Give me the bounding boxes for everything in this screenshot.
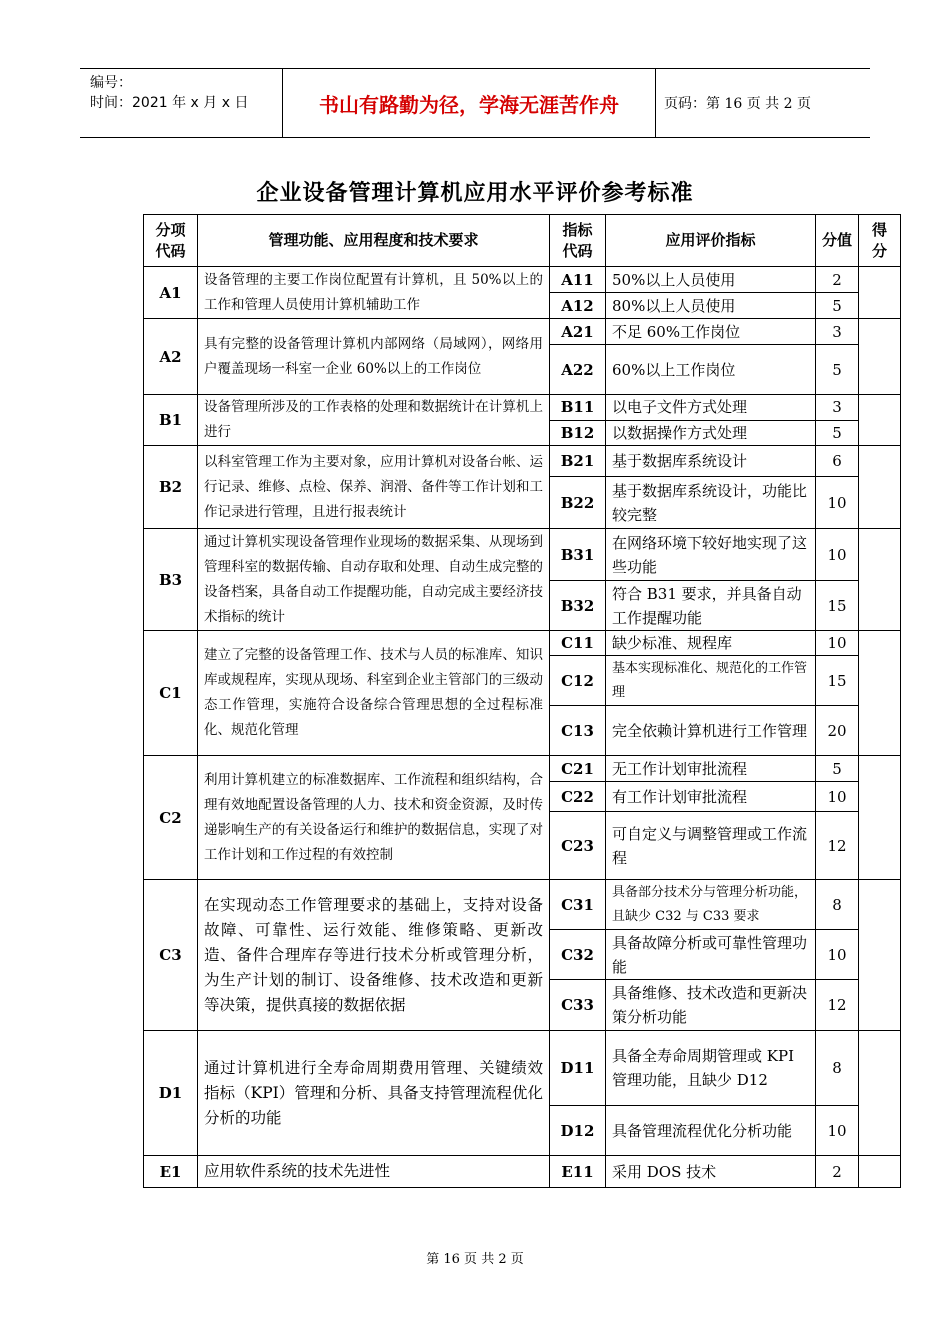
indicator-value: 5 [816,420,859,446]
indicator-code: A12 [550,293,606,319]
indicator-code: C23 [550,812,606,880]
indicator-value: 15 [816,581,859,631]
indicator-value: 10 [816,930,859,980]
indicator-text: 在网络环境下较好地实现了这些功能 [606,529,816,581]
header-indicator: 应用评价指标 [606,215,816,267]
indicator-code: C33 [550,980,606,1031]
indicator-text: 60%以上工作岗位 [606,345,816,395]
indicator-code: C11 [550,631,606,656]
group-code: C3 [144,880,198,1031]
indicator-value: 8 [816,1031,859,1106]
score-cell[interactable] [859,267,901,319]
document-title: 企业设备管理计算机应用水平评价参考标准 [256,180,694,206]
group-requirement: 利用计算机建立的标准数据库、工作流程和组织结构，合理有效地配置设备管理的人力、技术和资金资源，及时传递影响生产的有关设备运行和维护的数据信息，实现了对工作计划和工作过程的有效控制 [198,756,550,880]
indicator-code: C12 [550,656,606,706]
indicator-text: 基于数据库系统设计 [606,446,816,477]
header-requirement: 管理功能、应用程度和技术要求 [198,215,550,267]
indicator-value: 6 [816,446,859,477]
number-label: 编号： [90,75,132,91]
indicator-code: A21 [550,319,606,345]
indicator-code: A22 [550,345,606,395]
indicator-text: 基本实现标准化、规范化的工作管理 [606,656,816,706]
indicator-value: 10 [816,782,859,812]
table-row [144,395,901,421]
indicator-value: 20 [816,706,859,756]
indicator-text: 无工作计划审批流程 [606,756,816,782]
indicator-text: 80%以上人员使用 [606,293,816,319]
indicator-text: 缺少标准、规程库 [606,631,816,656]
table-row [144,756,901,782]
group-code: D1 [144,1031,198,1156]
group-code: A1 [144,267,198,319]
score-cell[interactable] [859,756,901,880]
indicator-text: 基于数据库系统设计，功能比较完整 [606,477,816,529]
group-requirement: 具有完整的设备管理计算机内部网络（局域网），网络用户覆盖现场一科室一企业 60%以上的工作岗位 [198,319,550,395]
group-code: E1 [144,1156,198,1188]
group-code: B1 [144,395,198,446]
indicator-value: 12 [816,980,859,1031]
table-row [144,631,901,656]
page-header [80,68,870,138]
evaluation-table [143,214,901,1188]
score-cell[interactable] [859,880,901,1031]
indicator-text: 具备维修、技术改造和更新决策分析功能 [606,980,816,1031]
indicator-value: 10 [816,477,859,529]
indicator-code: E11 [550,1156,606,1188]
score-cell[interactable] [859,529,901,631]
indicator-text: 有工作计划审批流程 [606,782,816,812]
table-row [144,319,901,345]
indicator-value: 10 [816,631,859,656]
indicator-value: 8 [816,880,859,930]
score-cell[interactable] [859,1156,901,1188]
group-requirement: 设备管理的主要工作岗位配置有计算机，且 50%以上的工作和管理人员使用计算机辅助工作 [198,267,550,319]
group-requirement: 通过计算机进行全寿命周期费用管理、关键绩效指标（KPI）管理和分析、具备支持管理流程优化分析的功能 [198,1031,550,1156]
header-value: 分值 [816,215,859,267]
indicator-text: 符合 B31 要求，并具备自动工作提醒功能 [606,581,816,631]
group-code: A2 [144,319,198,395]
indicator-text: 具备管理流程优化分析功能 [606,1106,816,1156]
indicator-text: 以数据操作方式处理 [606,420,816,446]
time-label: 时间：2021 年 x 月 x 日 [90,95,249,111]
score-cell[interactable] [859,319,901,395]
indicator-code: B31 [550,529,606,581]
header-code: 分项代码 [144,215,198,267]
indicator-value: 3 [816,319,859,345]
indicator-code: D11 [550,1031,606,1106]
score-cell[interactable] [859,395,901,446]
group-requirement: 设备管理所涉及的工作表格的处理和数据统计在计算机上进行 [198,395,550,446]
indicator-text: 具备全寿命周期管理或 KPI 管理功能，且缺少 D12 [606,1031,816,1106]
indicator-code: C21 [550,756,606,782]
indicator-code: B22 [550,477,606,529]
indicator-text: 采用 DOS 技术 [606,1156,816,1188]
indicator-value: 5 [816,756,859,782]
indicator-value: 3 [816,395,859,421]
indicator-text: 具备故障分析或可靠性管理功能 [606,930,816,980]
indicator-text: 具备部分技术分与管理分析功能，且缺少 C32 与 C33 要求 [606,880,816,930]
indicator-code: A11 [550,267,606,293]
indicator-code: C32 [550,930,606,980]
indicator-code: C31 [550,880,606,930]
table-row [144,1031,901,1106]
page-footer: 第 16 页 共 2 页 [426,1252,524,1267]
header-score: 得分 [859,215,901,267]
table-header-row [144,215,901,267]
table-row [144,1156,901,1188]
table-row [144,267,901,293]
indicator-text: 完全依赖计算机进行工作管理 [606,706,816,756]
group-requirement: 应用软件系统的技术先进性 [198,1156,550,1188]
group-requirement: 在实现动态工作管理要求的基础上，支持对设备故障、可靠性、运行效能、维修策略、更新改造、备件合理库存等进行技术分析或管理分析，为生产计划的制订、设备维修、技术改造和更新等决策，提供真接的数据依据 [198,880,550,1031]
score-cell[interactable] [859,1031,901,1156]
indicator-code: C13 [550,706,606,756]
score-cell[interactable] [859,631,901,756]
table-row [144,529,901,581]
group-code: B3 [144,529,198,631]
indicator-code: B32 [550,581,606,631]
indicator-value: 12 [816,812,859,880]
indicator-code: C22 [550,782,606,812]
group-requirement: 通过计算机实现设备管理作业现场的数据采集、从现场到管理科室的数据传输、自动存取和处理、自动生成完整的设备档案，具备自动工作提醒功能，自动完成主要经济技术指标的统计 [198,529,550,631]
table-row [144,880,901,930]
indicator-text: 50%以上人员使用 [606,267,816,293]
score-cell[interactable] [859,446,901,529]
group-code: C2 [144,756,198,880]
group-requirement: 以科室管理工作为主要对象，应用计算机对设备台帐、运行记录、维修、点检、保养、润滑、备件等工作计划和工作记录进行管理，且进行报表统计 [198,446,550,529]
header-motto: 书山有路勤为径，学海无涯苦作舟 [282,69,656,137]
indicator-text: 可自定义与调整管理或工作流程 [606,812,816,880]
table-row [144,446,901,477]
indicator-value: 15 [816,656,859,706]
indicator-value: 10 [816,529,859,581]
header-meta [80,69,282,137]
indicator-text: 不足 60%工作岗位 [606,319,816,345]
indicator-value: 5 [816,293,859,319]
indicator-value: 10 [816,1106,859,1156]
indicator-code: B12 [550,420,606,446]
indicator-code: B11 [550,395,606,421]
indicator-code: B21 [550,446,606,477]
group-requirement: 建立了完整的设备管理工作、技术与人员的标准库、知识库或规程库，实现从现场、科室到企业主管部门的三级动态工作管理，实施符合设备综合管理思想的全过程标准化、规范化管理 [198,631,550,756]
header-indicator-code: 指标代码 [550,215,606,267]
header-page-info: 页码：第 16 页 共 2 页 [664,96,811,112]
indicator-value: 2 [816,267,859,293]
indicator-value: 2 [816,1156,859,1188]
indicator-value: 5 [816,345,859,395]
group-code: B2 [144,446,198,529]
group-code: C1 [144,631,198,756]
indicator-code: D12 [550,1106,606,1156]
indicator-text: 以电子文件方式处理 [606,395,816,421]
